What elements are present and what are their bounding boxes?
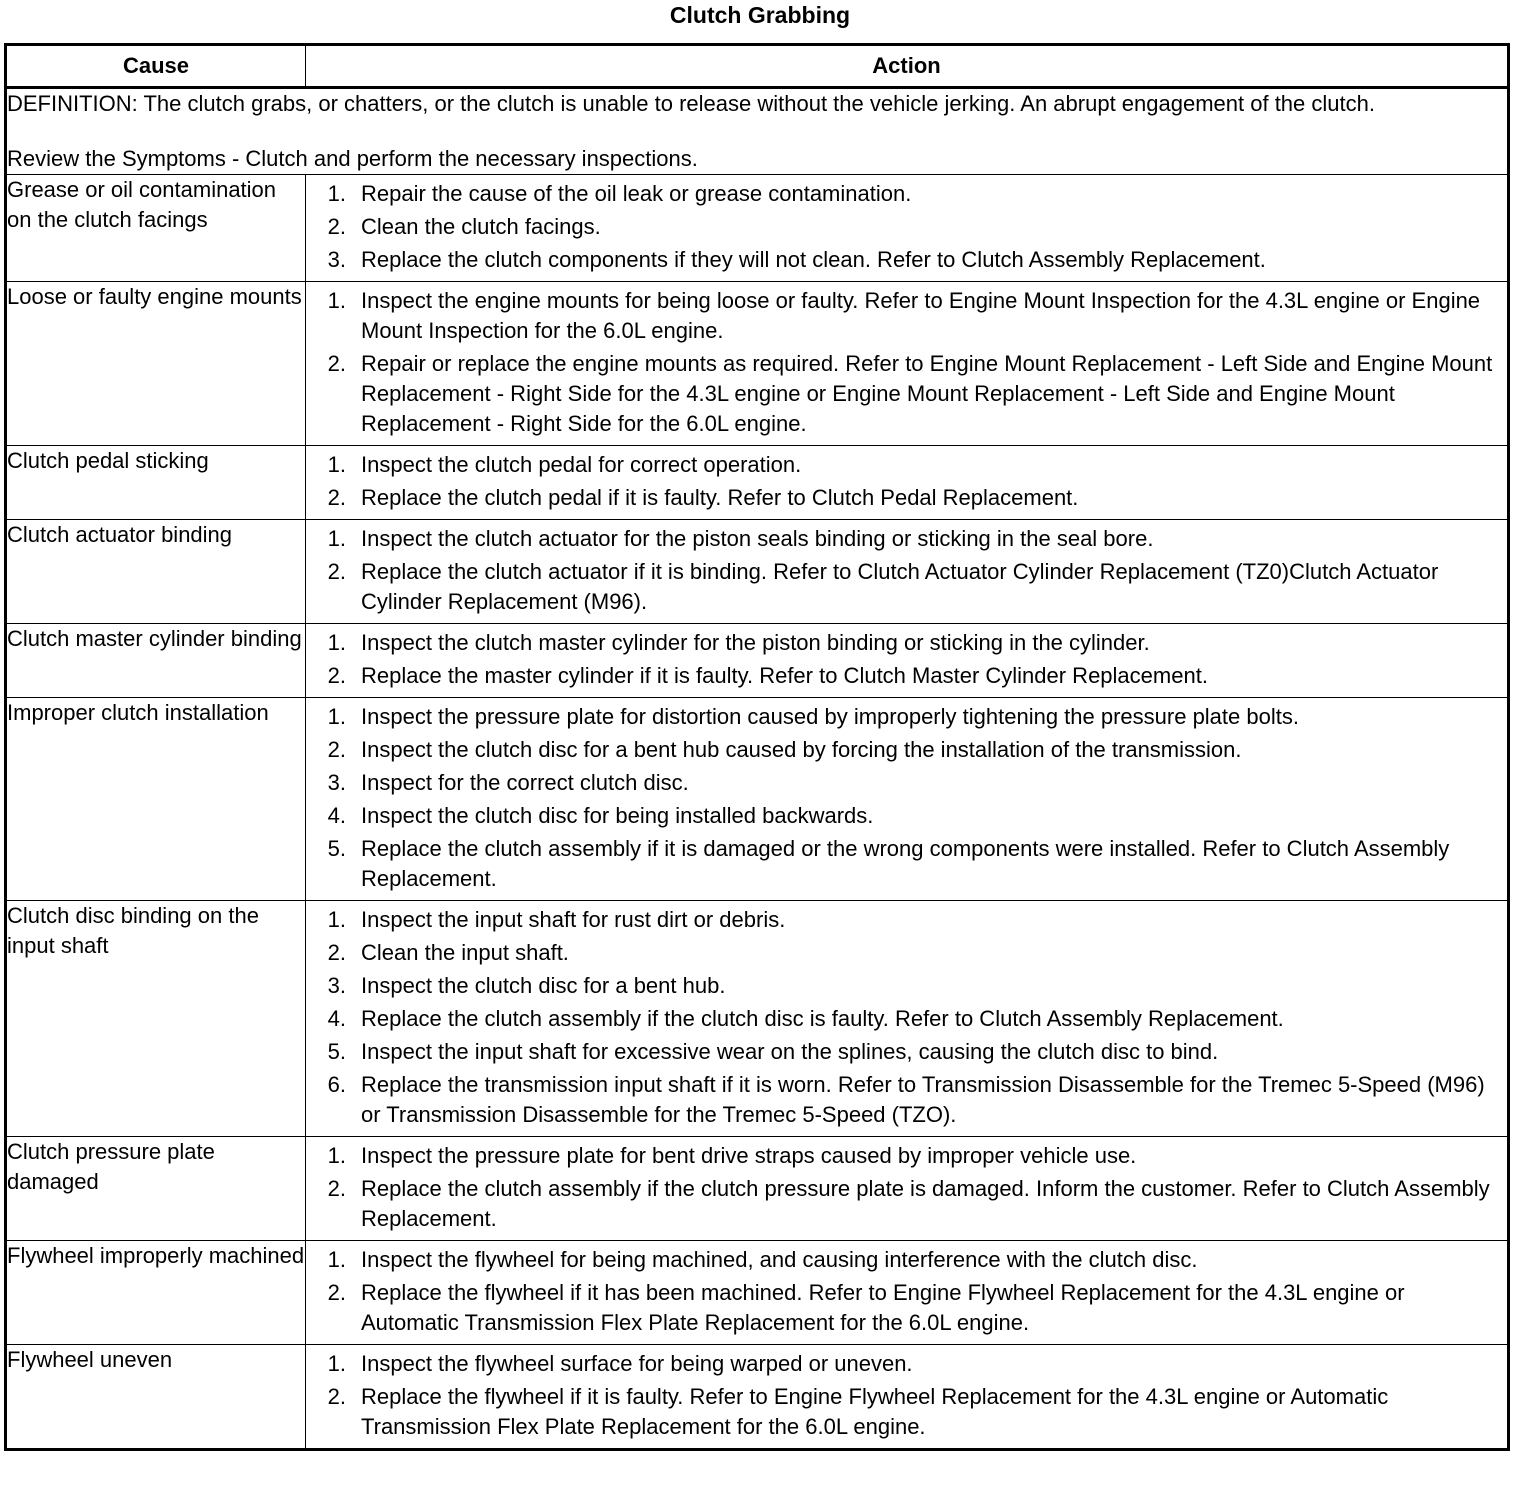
step-number: 1. [327,288,346,313]
action-steps-list [306,901,1507,1136]
step-text: Inspect the clutch master cylinder for the piston binding or sticking in the cylinder. [361,630,1150,655]
action-step [306,1382,1497,1442]
action-step [306,349,1497,439]
action-cell [306,1241,1509,1345]
action-step [306,524,1497,554]
step-number: 1. [327,1143,346,1168]
definition-cell [6,88,1509,175]
step-number: 4. [327,803,346,828]
step-text: Repair the cause of the oil leak or grease contamination. [361,181,912,206]
page-title: Clutch Grabbing [669,2,851,28]
action-step [306,450,1497,480]
table-row [6,520,1509,624]
table-row [6,282,1509,446]
cause-cell: Clutch master cylinder binding [6,624,306,698]
action-steps-list [306,446,1507,519]
step-number: 1. [327,907,346,932]
step-number: 2. [327,559,346,584]
step-text: Inspect the clutch disc for a bent hub caused by forcing the installation of the transmission. [361,737,1242,762]
step-text: Inspect the pressure plate for bent drive straps caused by improper vehicle use. [361,1143,1137,1168]
table-row [6,175,1509,282]
action-step [306,557,1497,617]
step-text: Replace the master cylinder if it is faulty. Refer to Clutch Master Cylinder Replacement. [361,663,1208,688]
cause-cell: Grease or oil contamination on the clutch facings [6,175,306,282]
cause-cell: Improper clutch installation [6,698,306,901]
action-cell [306,1137,1509,1241]
action-step [306,971,1497,1001]
step-number: 1. [327,181,346,206]
step-text: Inspect the engine mounts for being loose or faulty. Refer to Engine Mount Inspection for the 4.3L engine or Engine Mount Inspection for the 6.0L engine. [361,288,1481,343]
step-number: 2. [327,214,346,239]
step-text: Replace the flywheel if it is faulty. Refer to Engine Flywheel Replacement for the 4.3L engine or Automatic Transmission Flex Plate Replacement for the 6.0L engine. [361,1384,1389,1439]
step-text: Replace the clutch assembly if it is damaged or the wrong components were installed. Refer to Clutch Assembly Replacement. [361,836,1450,891]
diagnostic-table [4,43,1510,1451]
action-step [306,483,1497,513]
action-step [306,1245,1497,1275]
step-text: Inspect the clutch disc for being installed backwards. [361,803,874,828]
step-number: 5. [327,1039,346,1064]
action-cell [306,698,1509,901]
cause-cell: Loose or faulty engine mounts [6,282,306,446]
action-step [306,179,1497,209]
action-cell [306,624,1509,698]
step-text: Replace the flywheel if it has been machined. Refer to Engine Flywheel Replacement for the 4.3L engine or Automatic Transmission Flex Plate Replacement for the 6.0L engine. [361,1280,1405,1335]
step-number: 2. [327,1384,346,1409]
step-number: 2. [327,485,346,510]
step-text: Inspect the flywheel for being machined, and causing interference with the clutch disc. [361,1247,1198,1272]
action-step [306,834,1497,894]
step-number: 3. [327,770,346,795]
step-text: Repair or replace the engine mounts as required. Refer to Engine Mount Replacement - Left Side and Engine Mount Replacement - Right Side for the 4.3L engine or Engine Mount Replacement - Left Side and Engine Mount Replacement - Right Side for the 6.0L engine. [361,351,1493,436]
action-cell [306,446,1509,520]
action-step [306,1004,1497,1034]
action-step [306,938,1497,968]
action-step [306,735,1497,765]
cause-cell: Flywheel uneven [6,1345,306,1450]
table-row [6,1241,1509,1345]
action-step [306,212,1497,242]
step-text: Replace the clutch actuator if it is binding. Refer to Clutch Actuator Cylinder Replacement (TZ0)Clutch Actuator Cylinder Replacement (M96). [361,559,1439,614]
step-text: Inspect the clutch pedal for correct operation. [361,452,802,477]
step-text: Inspect the clutch disc for a bent hub. [361,973,726,998]
action-steps-list [306,520,1507,623]
action-cell [306,282,1509,446]
step-text: Replace the transmission input shaft if it is worn. Refer to Transmission Disassemble for the Tremec 5-Speed (M96) or Transmission Disassemble for the Tremec 5-Speed (TZO). [361,1072,1485,1127]
table-row [6,624,1509,698]
action-cell [306,1345,1509,1450]
action-step [306,286,1497,346]
action-step [306,1141,1497,1171]
action-steps-list [306,624,1507,697]
step-number: 1. [327,704,346,729]
action-step [306,1349,1497,1379]
table-row [6,901,1509,1137]
action-step [306,905,1497,935]
action-step [306,661,1497,691]
action-steps-list [306,698,1507,900]
action-step [306,1037,1497,1067]
action-steps-list [306,1137,1507,1240]
review-text: Review the Symptoms - Clutch and perform the necessary inspections. [7,146,698,171]
step-text: Inspect the flywheel surface for being warped or uneven. [361,1351,913,1376]
step-number: 1. [327,630,346,655]
table-row [6,698,1509,901]
action-cell [306,175,1509,282]
action-cell [306,901,1509,1137]
step-text: Replace the clutch assembly if the clutch disc is faulty. Refer to Clutch Assembly Replacement. [361,1006,1284,1031]
step-number: 2. [327,940,346,965]
action-steps-list [306,1241,1507,1344]
step-text: Replace the clutch pedal if it is faulty. Refer to Clutch Pedal Replacement. [361,485,1079,510]
step-number: 1. [327,452,346,477]
step-text: Replace the clutch assembly if the clutch pressure plate is damaged. Inform the customer. Refer to Clutch Assembly Replacement. [361,1176,1490,1231]
step-number: 1. [327,526,346,551]
definition-row [6,88,1509,175]
action-step [306,628,1497,658]
step-number: 2. [327,351,346,376]
step-text: Inspect the input shaft for excessive wear on the splines, causing the clutch disc to bind. [361,1039,1219,1064]
cause-column-header: Cause [6,45,306,88]
action-cell [306,520,1509,624]
cause-cell: Clutch disc binding on the input shaft [6,901,306,1137]
step-number: 2. [327,663,346,688]
action-column-header: Action [306,45,1509,88]
cause-cell: Clutch pressure plate damaged [6,1137,306,1241]
step-text: Inspect for the correct clutch disc. [361,770,689,795]
step-number: 2. [327,1280,346,1305]
step-text: Replace the clutch components if they will not clean. Refer to Clutch Assembly Replacement. [361,247,1266,272]
action-step [306,1174,1497,1234]
action-step [306,245,1497,275]
table-row [6,446,1509,520]
step-number: 4. [327,1006,346,1031]
table-header-row [6,45,1509,88]
action-steps-list [306,1345,1507,1448]
action-step [306,768,1497,798]
action-steps-list [306,282,1507,445]
step-text: Inspect the pressure plate for distortion caused by improperly tightening the pressure plate bolts. [361,704,1299,729]
step-number: 3. [327,247,346,272]
definition-text: DEFINITION: The clutch grabs, or chatters, or the clutch is unable to release without the vehicle jerking. An abrupt engagement of the clutch. [7,91,1375,116]
step-text: Clean the input shaft. [361,940,569,965]
step-number: 1. [327,1247,346,1272]
step-number: 2. [327,737,346,762]
step-text: Inspect the clutch actuator for the piston seals binding or sticking in the seal bore. [361,526,1154,551]
action-step [306,801,1497,831]
table-row [6,1345,1509,1450]
action-step [306,1278,1497,1338]
step-text: Clean the clutch facings. [361,214,601,239]
step-number: 3. [327,973,346,998]
step-number: 6. [327,1072,346,1097]
action-step [306,702,1497,732]
step-number: 2. [327,1176,346,1201]
step-text: Inspect the input shaft for rust dirt or debris. [361,907,786,932]
cause-cell: Clutch pedal sticking [6,446,306,520]
cause-cell: Flywheel improperly machined [6,1241,306,1345]
step-number: 1. [327,1351,346,1376]
action-steps-list [306,175,1507,281]
action-step [306,1070,1497,1130]
step-number: 5. [327,836,346,861]
table-row [6,1137,1509,1241]
cause-cell: Clutch actuator binding [6,520,306,624]
